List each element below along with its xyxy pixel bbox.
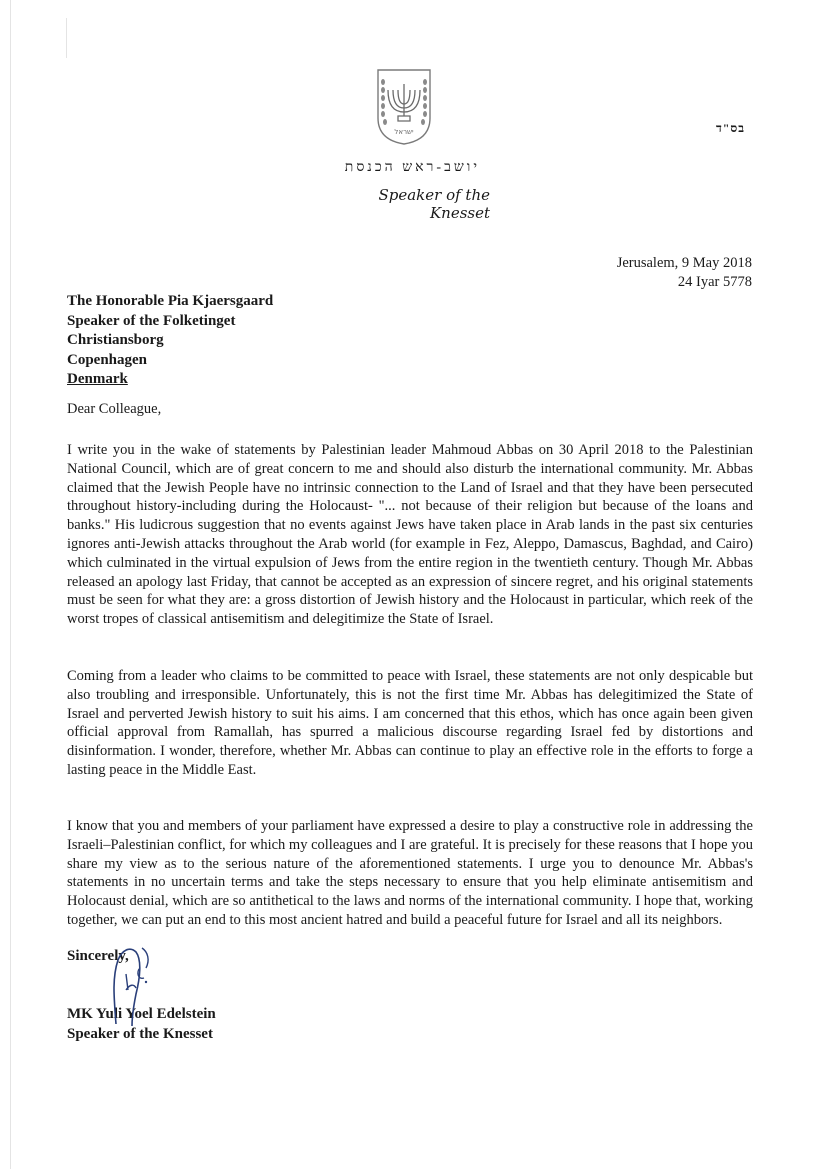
date-gregorian: Jerusalem, 9 May 2018 [616,255,752,271]
hebrew-header-mark: בס"ד [716,121,746,135]
scan-edge-mark [66,18,67,58]
addressee-country: Denmark [67,371,128,387]
addressee-city: Copenhagen [67,351,148,368]
hebrew-office-title: יושב-ראש הכנסת [344,160,480,175]
emblem-text: ישראל [394,128,414,136]
addressee-block [67,292,273,390]
body-paragraph-2: Coming from a leader who claims to be committed to peace with Israel, these statements are not only despicable but also troubling and irresponsible. Unfortunately, this is not the first time Mr. Abbas has delegitimized the State of Israel and perverted Jewish history to suit his aims. I am concerned that this ethos, which has once again been given official approval from Ramallah, has spurred a malicious discourse regarding Israel fed by distortions and disinformation. I wonder, therefore, whether Mr. Abbas can continue to play an effective role in the efforts to forge a lasting peace in the Middle East. [67,668,753,778]
addressee-title: Speaker of the Folketinget [67,312,236,329]
signatory-title: Speaker of the Knesset [67,1026,213,1042]
english-office-title: Speaker of the Knesset [378,186,490,222]
body-paragraph-3: I know that you and members of your parliament have expressed a desire to play a constructive role in addressing the Israeli–Palestinian conflict, for which my colleagues and I are grateful. It is precisely for these reasons that I hope you share my view as to the serious nature of the aforementioned statements. I urge you to denounce Mr. Abbas's statements in no uncertain terms and take the steps necessary to ensure that you help eliminate antisemitism and Holocaust denial, which are so antithetical to the laws and norms of the international community. I hope that, working together, we can put an end to this most ancient hatred and build a peaceful future for Israel and all its neighbors. [67,818,753,928]
body-paragraph-1: I write you in the wake of statements by Palestinian leader Mahmoud Abbas on 30 April 2018 to the Palestinian National Council, which are of great concern to me and should also disturb the international community. Mr. Abbas claimed that the Jewish People have no intrinsic connection to the Land of Israel and that they have been persecuted throughout history-including during the Holocaust- "... not because of their religion but because of the loans and banks." His ludicrous suggestion that no events against Jews have taken place in Arab lands in the past six centuries ignores anti-Jewish attacks throughout the Arab world (for example in Fez, Aleppo, Damascus, Baghdad, and Cairo) which culminated in the virtual expulsion of Jews from the entire region in the twentieth century. Though Mr. Abbas released an apology last Friday, that cannot be accepted as an expression of sincere regret, and his original statements must be seen for what they are: a gross distortion of Jewish history and the Holocaust in particular, which reek of the worst tropes of classical antisemitism and delegitimize the State of Israel. [67,442,753,628]
handwritten-signature [96,938,166,1028]
addressee-building: Christiansborg [67,332,164,348]
signatory-name: MK Yuli Yoel Edelstein [67,1006,216,1022]
date-block [617,254,752,292]
addressee-name: The Honorable Pia Kjaersgaard [67,293,274,309]
scan-edge-left [10,0,11,1169]
salutation: Dear Colleague, [67,401,162,417]
menorah-emblem-icon [372,66,436,146]
closing: Sincerely, [67,948,129,964]
date-hebrew: 24 Iyar 5778 [677,274,752,290]
